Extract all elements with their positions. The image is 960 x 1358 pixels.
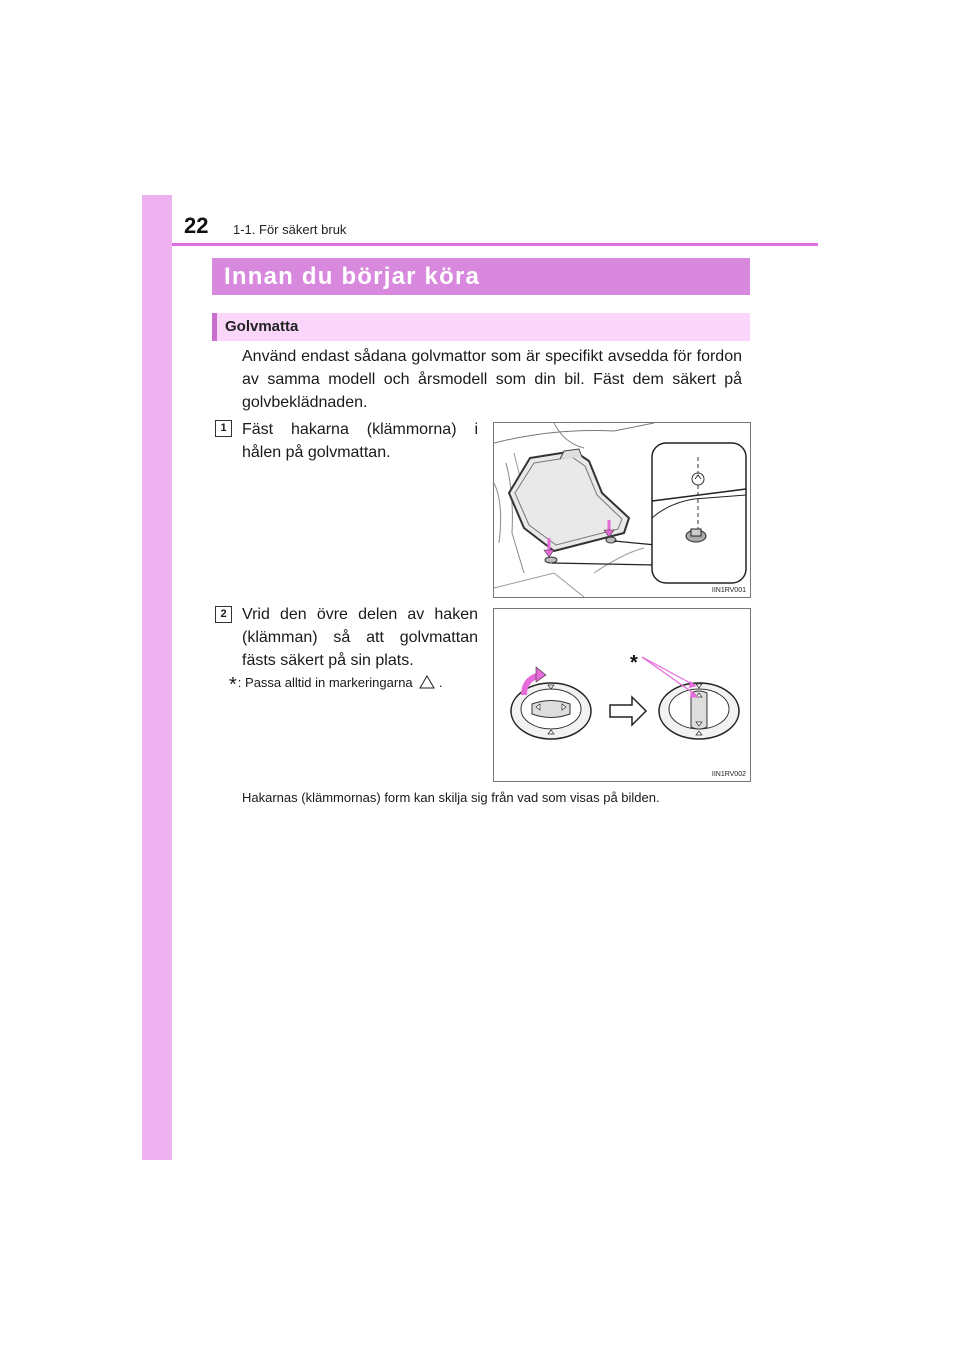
note-line	[229, 674, 443, 697]
intro-paragraph: Använd endast sådana golvmattor som är specifikt avsedda för fordon av samma modell och årsmodell som din bil. Fäst dem säkert på golvbeklädnaden.	[242, 348, 742, 411]
floor-mat-illustration	[494, 423, 750, 597]
note-text: : Passa alltid in markeringarna	[237, 675, 413, 690]
header-rule	[172, 243, 818, 246]
note-tail: .	[438, 675, 443, 690]
subheading: Golvmatta	[225, 318, 299, 335]
page-number: 22	[184, 213, 209, 238]
turn-hook-illustration	[494, 609, 750, 781]
triangle-icon	[419, 675, 435, 689]
step-number-2: 2	[215, 606, 232, 623]
note-asterisk: *	[229, 674, 237, 696]
subheading-accent	[212, 313, 217, 341]
figure-turn-hook	[493, 608, 751, 782]
figure-floor-mat-hooks	[493, 422, 751, 598]
footnote: Hakarnas (klämmornas) form kan skilja sig från vad som visas på bilden.	[242, 790, 660, 805]
step-2-text: Vrid den övre delen av haken (klämman) så att golvmattan fästs säkert på sin plats.	[242, 606, 478, 669]
page-title: Innan du börjar köra	[224, 263, 481, 290]
sidebar-tab	[142, 195, 172, 1160]
section-label: 1-1. För säkert bruk	[233, 222, 347, 237]
figure-1-code: IIN1RV001	[711, 587, 746, 594]
figure-2-asterisk: *	[630, 652, 638, 674]
step-1-text: Fäst hakarna (klämmorna) i hålen på golvmattan.	[242, 421, 478, 461]
step-number-1: 1	[215, 420, 232, 437]
figure-2-code: IIN1RV002	[711, 771, 746, 778]
